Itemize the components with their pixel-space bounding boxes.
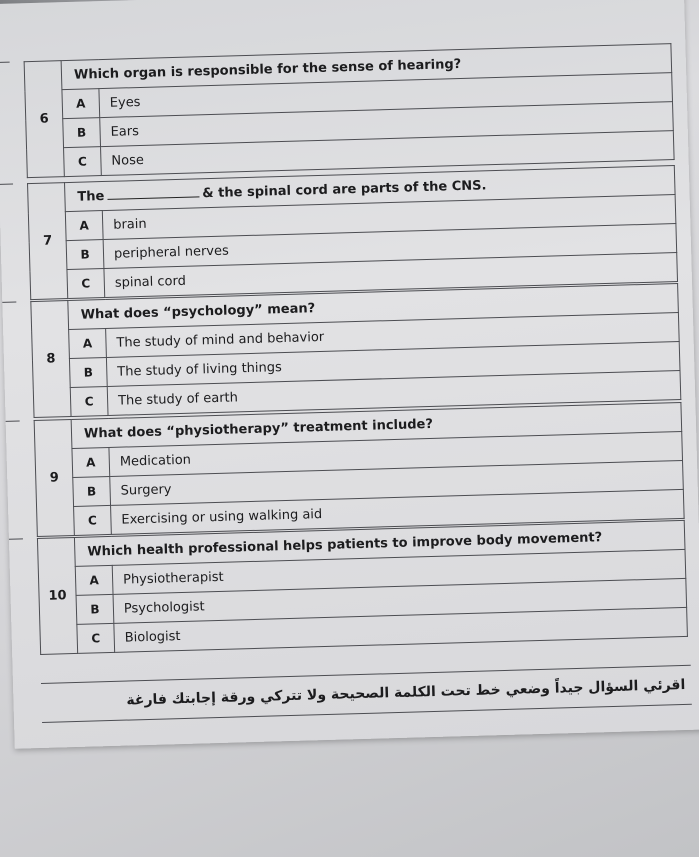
option-text[interactable]: Exercising or using walking aid bbox=[111, 489, 685, 534]
option-letter: C bbox=[67, 269, 105, 299]
option-text[interactable]: Psychologist bbox=[113, 578, 687, 623]
option-letter: A bbox=[65, 211, 103, 241]
option-text[interactable]: peripheral nerves bbox=[103, 224, 677, 269]
option-text[interactable]: Medication bbox=[109, 431, 683, 476]
question-text-after-blank: & the spinal cord are parts of the CNS. bbox=[202, 177, 487, 201]
option-text[interactable]: Physiotherapist bbox=[112, 549, 686, 594]
margin-line bbox=[9, 538, 23, 539]
margin-line bbox=[0, 62, 10, 63]
margin-line bbox=[0, 184, 13, 185]
option-letter: B bbox=[73, 476, 111, 506]
option-letter: A bbox=[75, 565, 113, 595]
option-letter: B bbox=[63, 118, 101, 148]
question-number: 6 bbox=[24, 61, 64, 178]
option-text[interactable]: Biologist bbox=[114, 607, 688, 652]
option-letter: A bbox=[62, 89, 100, 119]
question-7-table bbox=[27, 165, 678, 300]
option-text[interactable]: spinal cord bbox=[104, 253, 678, 298]
option-letter: A bbox=[72, 447, 110, 477]
option-text[interactable]: Surgery bbox=[110, 460, 684, 505]
option-text[interactable]: The study of living things bbox=[106, 341, 680, 386]
option-letter: A bbox=[69, 329, 107, 359]
option-text[interactable]: The study of earth bbox=[107, 370, 681, 415]
option-text[interactable]: brain bbox=[102, 195, 676, 240]
option-letter: C bbox=[77, 623, 115, 653]
option-text[interactable]: Nose bbox=[101, 131, 675, 176]
option-letter: B bbox=[66, 240, 104, 270]
question-8-table bbox=[30, 283, 681, 418]
option-letter: C bbox=[74, 505, 112, 535]
fill-in-blank[interactable] bbox=[107, 196, 199, 200]
instruction-arabic: اقرئي السؤال جيداً وضعي خط تحت الكلمة الصحيحة ولا تتركي ورقة إجابتك فارغة bbox=[41, 665, 692, 723]
option-text[interactable]: Ears bbox=[100, 102, 674, 147]
question-6-table bbox=[24, 43, 675, 178]
option-letter: C bbox=[64, 147, 102, 177]
question-10-table bbox=[37, 520, 688, 655]
question-number: 7 bbox=[28, 183, 68, 300]
option-letter: B bbox=[76, 594, 114, 624]
question-number: 8 bbox=[31, 301, 71, 418]
margin-line bbox=[2, 301, 16, 302]
question-number: 10 bbox=[37, 537, 77, 654]
question-text: What does “physiotherapy” treatment include? bbox=[71, 402, 682, 448]
question-text: What does “psychology” mean? bbox=[68, 284, 679, 330]
question-text: Which health professional helps patients to improve body movement? bbox=[74, 520, 685, 566]
option-letter: B bbox=[69, 357, 107, 387]
question-text-before-blank: The bbox=[77, 188, 105, 205]
question-text: Which organ is responsible for the sense of hearing? bbox=[61, 44, 672, 90]
option-text[interactable]: The study of mind and behavior bbox=[106, 313, 680, 358]
question-9-table bbox=[34, 402, 685, 537]
option-text[interactable]: Eyes bbox=[99, 73, 673, 118]
option-letter: C bbox=[70, 386, 108, 416]
margin-line bbox=[6, 420, 20, 421]
question-number: 9 bbox=[34, 420, 74, 537]
